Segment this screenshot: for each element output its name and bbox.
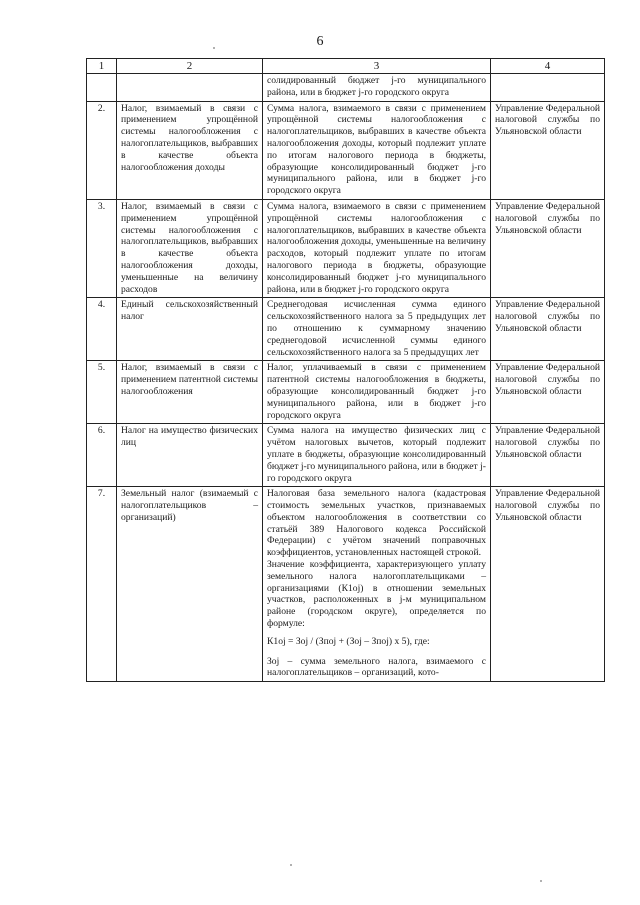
table-row (87, 361, 605, 424)
tax-name: Налог, взимаемый в связи с применением упрощённой системы налогообложения с налогоплательщиков, выбравших в качестве объекта налогообложения доходы, уменьшенные на величину расходов (117, 199, 263, 297)
tax-name (117, 74, 263, 102)
row-number: 5. (87, 361, 117, 424)
indicator-description: Налог, уплачиваемый в связи с применением патентной системы налогообложения в бюджеты, образующие консолидированный бюджет j-го муниципального района, или в бюджет j-го городского округа (263, 361, 491, 424)
scan-speck (540, 880, 542, 882)
tax-name: Земельный налог (взимаемый с налогоплательщиков – организаций) (117, 487, 263, 682)
indicator-description (263, 487, 491, 682)
row-number (87, 74, 117, 102)
tax-name: Налог на имущество физических лиц (117, 424, 263, 487)
indicator-description: солидированный бюджет j-го муниципального района, или в бюджет j-го городского округа (263, 74, 491, 102)
indicator-description: Сумма налога, взимаемого в связи с применением упрощённой системы налогообложения с налогоплательщиков, выбравших в качестве объекта налогообложения доходы, уменьшенные на величину расходов, который подлежит уплате по итогам налогового периода в бюджеты, образующие консолидированный бюджет j-го муниципального района, или в бюджет j-го городского округа (263, 199, 491, 297)
data-source: Управление Федеральной налоговой службы по Ульяновской области (491, 487, 605, 682)
page-number: 6 (316, 34, 324, 49)
table-header-row (87, 59, 605, 74)
data-source (491, 74, 605, 102)
table-row (87, 101, 605, 199)
header-col-4: 4 (491, 59, 605, 74)
data-source: Управление Федеральной налоговой службы по Ульяновской области (491, 424, 605, 487)
formula-definition: Зоj – сумма земельного налога, взимаемого с налогоплательщиков – организаций, кото- (267, 655, 486, 679)
tax-indicators-table (86, 58, 605, 682)
row-number: 4. (87, 298, 117, 361)
table-row (87, 424, 605, 487)
coefficient-formula: К1оj = Зоj / (Зпоj + (Зоj – Зпоj) х 5), где: (267, 635, 430, 647)
table-row (87, 298, 605, 361)
data-source: Управление Федеральной налоговой службы по Ульяновской области (491, 361, 605, 424)
indicator-description: Сумма налога, взимаемого в связи с применением упрощённой системы налогообложения с налогоплательщиков, выбравших в качестве объекта налогообложения доходы, который подлежит уплате по итогам налогового периода в бюджеты, образующие консолидированный бюджет j-го муниципального района, или в бюджет j-го городского округа (263, 101, 491, 199)
data-source: Управление Федеральной налоговой службы по Ульяновской области (491, 101, 605, 199)
coefficient-paragraph: Значение коэффициента, характеризующего уплату земельного налога налогоплательщиками – организациями (К1оj) в отношении земельных участков, расположенных в j-м муниципальном районе (городском округе), определяется по формуле: (267, 559, 486, 630)
row-number: 6. (87, 424, 117, 487)
data-source: Управление Федеральной налоговой службы по Ульяновской области (491, 298, 605, 361)
data-source: Управление Федеральной налоговой службы по Ульяновской области (491, 199, 605, 297)
header-col-2: 2 (117, 59, 263, 74)
row-number: 7. (87, 487, 117, 682)
header-col-1: 1 (87, 59, 117, 74)
tax-name: Единый сельскохозяйственный налог (117, 298, 263, 361)
tax-name: Налог, взимаемый в связи с применением упрощённой системы налогообложения с налогоплательщиков, выбравших в качестве объекта налогообложения доходы (117, 101, 263, 199)
table-row (87, 74, 605, 102)
table-row (87, 487, 605, 682)
scan-speck (290, 864, 292, 866)
tax-name: Налог, взимаемый в связи с применением патентной системы налогообложения (117, 361, 263, 424)
row-number: 3. (87, 199, 117, 297)
indicator-description: Сумма налога на имущество физических лиц с учётом налоговых вычетов, который подлежит уплате в бюджеты, образующие консолидированный бюджет j-го муниципального района, или в бюджет j-го городского округа (263, 424, 491, 487)
row-number: 2. (87, 101, 117, 199)
indicator-description: Среднегодовая исчисленная сумма единого сельскохозяйственного налога за 5 предыдущих лет по отношению к суммарному значению среднегодовой исчисленной суммы единого сельскохозяйственного налога за 5 предыдущих лет (263, 298, 491, 361)
header-col-3: 3 (263, 59, 491, 74)
scan-speck (213, 47, 215, 49)
land-tax-base-paragraph: Налоговая база земельного налога (кадастровая стоимость земельных участков, признаваемых объектом налогообложения в соответствии со статьёй 389 Налогового кодекса Российской Федерации) с учётом значений поправочных коэффициентов, установленных настоящей строкой. (267, 488, 486, 559)
table-row (87, 199, 605, 297)
